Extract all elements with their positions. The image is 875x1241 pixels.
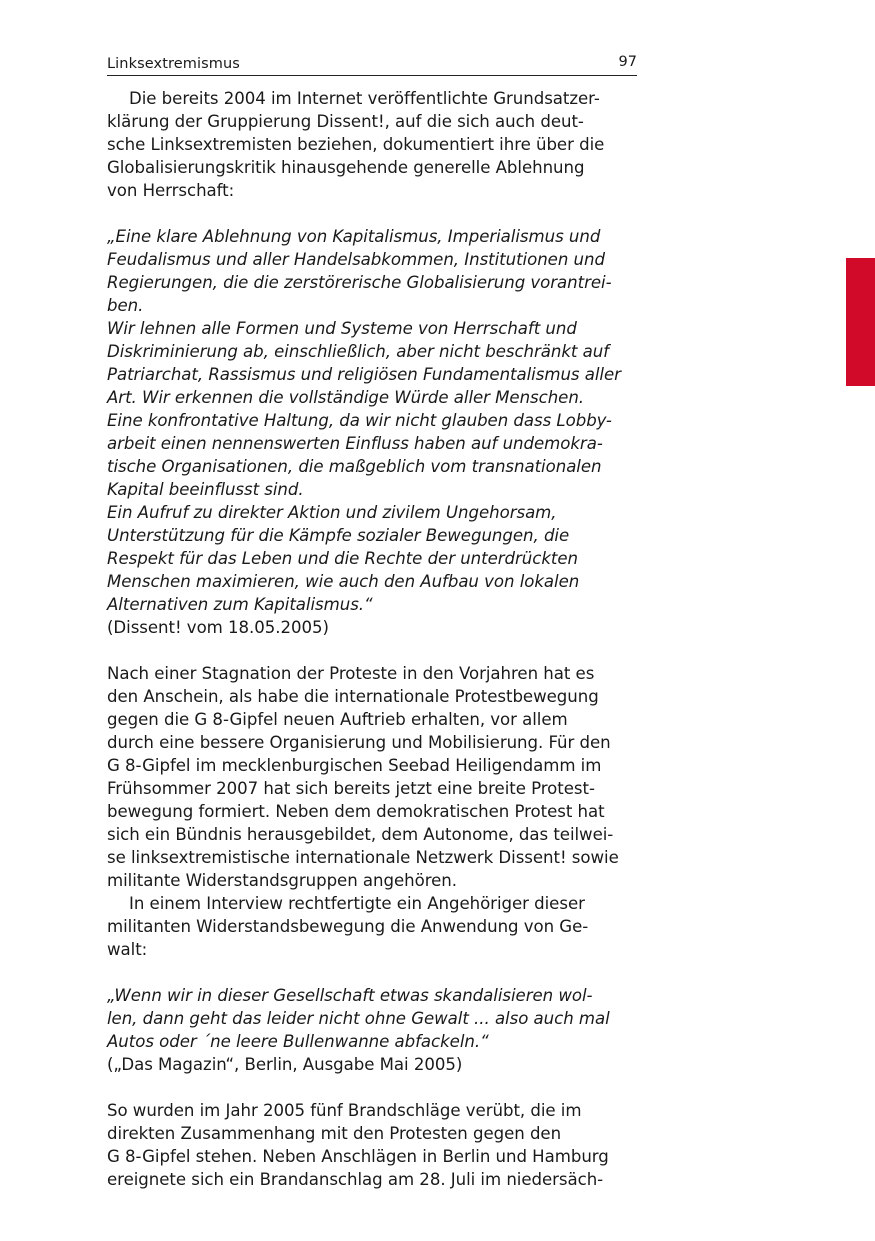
- quote-line: Unterstützung für die Kämpfe sozialer Bewegungen, die: [107, 526, 570, 545]
- magazin-quote: [107, 984, 643, 1053]
- intro-paragraph: [107, 87, 643, 202]
- quote-line: „Eine klare Ablehnung von Kapitalismus, Imperialismus und: [107, 227, 601, 246]
- dissent-quote: [107, 225, 643, 616]
- quote-line: Alternativen zum Kapitalismus.“: [107, 595, 373, 614]
- quote-line: Ein Aufruf zu direkter Aktion und zivilem Ungehorsam,: [107, 503, 557, 522]
- text-line: von Herrschaft:: [107, 181, 235, 200]
- text-line: Die bereits 2004 im Internet veröffentlichte Grundsatzer-: [129, 89, 600, 108]
- text-line: sich ein Bündnis herausgebildet, dem Autonome, das teilwei-: [107, 825, 614, 844]
- text-line: ereignete sich ein Brandanschlag am 28. Juli im niedersäch-: [107, 1170, 604, 1189]
- text-line: klärung der Gruppierung Dissent!, auf die sich auch deut-: [107, 112, 584, 131]
- quote-line: „Wenn wir in dieser Gesellschaft etwas skandalisieren wol-: [107, 986, 593, 1005]
- quote-line: Regierungen, die die zerstörerische Globalisierung vorantrei-: [107, 273, 612, 292]
- text-line: gegen die G 8-Gipfel neuen Auftrieb erhalten, vor allem: [107, 710, 568, 729]
- section-title: Linksextremismus: [107, 56, 240, 72]
- quote-line: Art. Wir erkennen die vollständige Würde aller Menschen.: [107, 388, 585, 407]
- quote-line: Menschen maximieren, wie auch den Aufbau von lokalen: [107, 572, 580, 591]
- quote-line: Autos oder ´ne leere Bullenwanne abfackeln.“: [107, 1032, 489, 1051]
- text-line: se linksextremistische internationale Netzwerk Dissent! sowie: [107, 848, 619, 867]
- chapter-tab-marker: [846, 258, 875, 386]
- text-line: Globalisierungskritik hinausgehende generelle Ablehnung: [107, 158, 585, 177]
- body-text: [107, 87, 643, 1191]
- text-line: Nach einer Stagnation der Proteste in den Vorjahren hat es: [107, 664, 595, 683]
- quote-line: Diskriminierung ab, einschließlich, aber nicht beschränkt auf: [107, 342, 609, 361]
- text-line: den Anschein, als habe die internationale Protestbewegung: [107, 687, 599, 706]
- text-line: walt:: [107, 940, 148, 959]
- text-line: G 8-Gipfel im mecklenburgischen Seebad Heiligendamm im: [107, 756, 602, 775]
- quote-line: tische Organisationen, die maßgeblich vom transnationalen: [107, 457, 602, 476]
- quote-source: („Das Magazin“, Berlin, Ausgabe Mai 2005): [107, 1055, 463, 1074]
- text-line: Frühsommer 2007 hat sich bereits jetzt eine breite Protest-: [107, 779, 595, 798]
- quote-line: Feudalismus und aller Handelsabkommen, Institutionen und: [107, 250, 605, 269]
- protest-paragraph: [107, 662, 643, 892]
- quote-line: Kapital beeinflusst sind.: [107, 480, 304, 499]
- text-line: bewegung formiert. Neben dem demokratischen Protest hat: [107, 802, 605, 821]
- interview-paragraph: [107, 892, 643, 961]
- quote-line: ben.: [107, 296, 144, 315]
- text-line: In einem Interview rechtfertigte ein Angehöriger dieser: [129, 894, 585, 913]
- text-line: direkten Zusammenhang mit den Protesten gegen den: [107, 1124, 562, 1143]
- text-line: militante Widerstandsgruppen angehören.: [107, 871, 457, 890]
- text-line: G 8-Gipfel stehen. Neben Anschlägen in Berlin und Hamburg: [107, 1147, 609, 1166]
- quote-line: Respekt für das Leben und die Rechte der unterdrückten: [107, 549, 578, 568]
- attacks-paragraph: [107, 1099, 643, 1191]
- quote-source: (Dissent! vom 18.05.2005): [107, 618, 329, 637]
- quote-line: Patriarchat, Rassismus und religiösen Fundamentalismus aller: [107, 365, 621, 384]
- page-number: 97: [618, 54, 637, 70]
- running-header: [107, 52, 637, 76]
- text-line: militanten Widerstandsbewegung die Anwendung von Ge-: [107, 917, 589, 936]
- text-line: durch eine bessere Organisierung und Mobilisierung. Für den: [107, 733, 611, 752]
- quote-line: Wir lehnen alle Formen und Systeme von Herrschaft und: [107, 319, 577, 338]
- quote-line: len, dann geht das leider nicht ohne Gewalt ... also auch mal: [107, 1009, 610, 1028]
- text-line: sche Linksextremisten beziehen, dokumentiert ihre über die: [107, 135, 605, 154]
- quote-line: Eine konfrontative Haltung, da wir nicht glauben dass Lobby-: [107, 411, 612, 430]
- quote-line: arbeit einen nennenswerten Einfluss haben auf undemokra-: [107, 434, 603, 453]
- text-line: So wurden im Jahr 2005 fünf Brandschläge verübt, die im: [107, 1101, 582, 1120]
